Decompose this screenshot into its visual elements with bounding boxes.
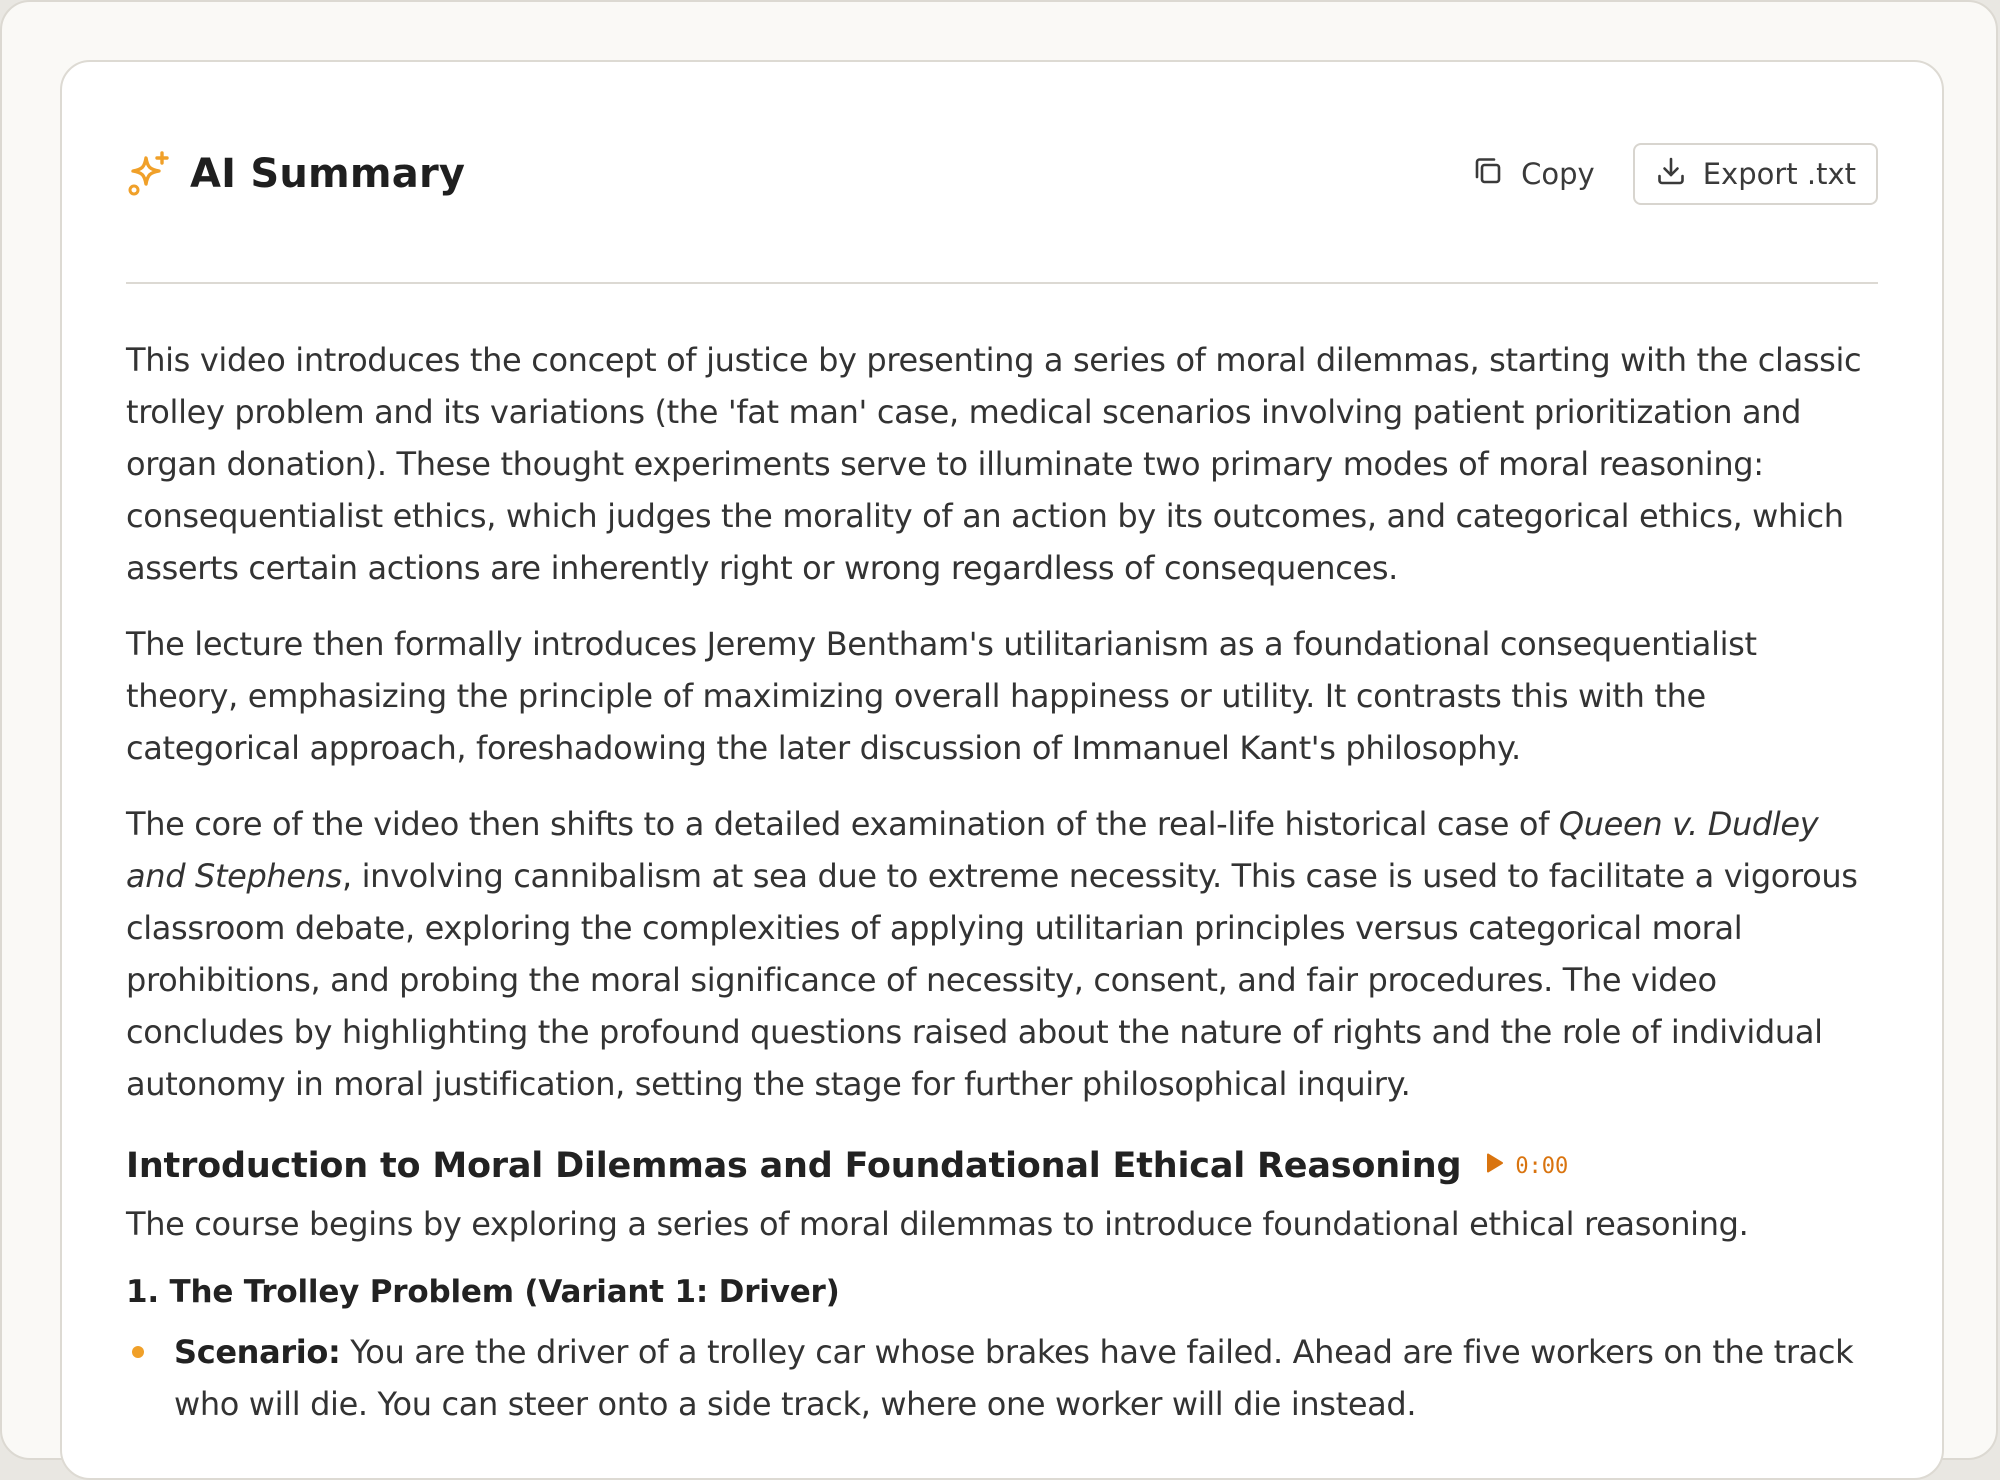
timestamp-link[interactable] [1485, 1152, 1568, 1180]
section-heading [126, 1146, 1878, 1186]
title-group [126, 150, 465, 198]
download-icon [1655, 155, 1687, 194]
summary-paragraph-1: This video introduces the concept of justice by presenting a series of moral dilemmas, starting with the classic trolley problem and its variations (the 'fat man' case, medical scenarios involving patient prioritization and organ donation). These thought experiments serve to illuminate two primary modes of moral reasoning: consequentialist ethics, which judges the morality of an action by its outcomes, and categorical ethics, which asserts certain actions are inherently right or wrong regardless of consequences. [126, 341, 1862, 587]
bullet-list [126, 1326, 1878, 1430]
case-name: Queen v. Dudley and Stephens [126, 805, 1819, 895]
page-title: AI Summary [190, 151, 466, 197]
paragraph-3-text-start: The core of the video then shifts to a detailed examination of the real-life historical case of [126, 805, 1559, 843]
paragraph-3-text-end: , involving cannibalism at sea due to extreme necessity. This case is used to facilitate a vigorous classroom debate, exploring the complexities of applying utilitarian principles versus categorical moral prohibitions, and probing the moral significance of necessity, consent, and fair procedures. The video concludes by highlighting the profound questions raised about the nature of rights and the role of individual autonomy in moral justification, setting the stage for further philosophical inquiry. [126, 857, 1858, 1103]
copy-button[interactable] [1457, 143, 1609, 205]
summary-paragraph-2: The lecture then formally introduces Jeremy Bentham's utilitarianism as a foundational consequentialist theory, emphasizing the principle of maximizing overall happiness or utility. It contrasts this with the categorical approach, foreshadowing the later discussion of Immanuel Kant's philosophy. [126, 625, 1757, 767]
summary-header [126, 126, 1878, 222]
play-icon [1485, 1152, 1505, 1180]
summary-paragraph-3 [126, 798, 1878, 1110]
summary-content [126, 334, 1878, 1430]
summary-card [60, 60, 1944, 1480]
list-item [126, 1326, 1878, 1430]
bullet-dot [132, 1346, 144, 1358]
timestamp-label: 0:00 [1515, 1153, 1569, 1179]
section-title: Introduction to Moral Dilemmas and Foundational Ethical Reasoning [126, 1146, 1462, 1186]
export-label: Export .txt [1702, 157, 1856, 191]
bullet-text: You are the driver of a trolley car whose brakes have failed. Ahead are five workers on the track who will die. You can steer onto a side track, where one worker will die instead. [174, 1333, 1854, 1423]
sparkles-icon [126, 150, 174, 198]
subsection-title: 1. The Trolley Problem (Variant 1: Driver) [126, 1274, 840, 1310]
bullet-label: Scenario: [174, 1333, 341, 1371]
copy-label: Copy [1521, 157, 1595, 191]
export-txt-button[interactable] [1633, 143, 1878, 205]
copy-icon [1471, 154, 1505, 195]
section-intro: The course begins by exploring a series of moral dilemmas to introduce foundational ethical reasoning. [126, 1205, 1749, 1243]
header-actions [1457, 143, 1878, 205]
header-divider [126, 282, 1878, 284]
